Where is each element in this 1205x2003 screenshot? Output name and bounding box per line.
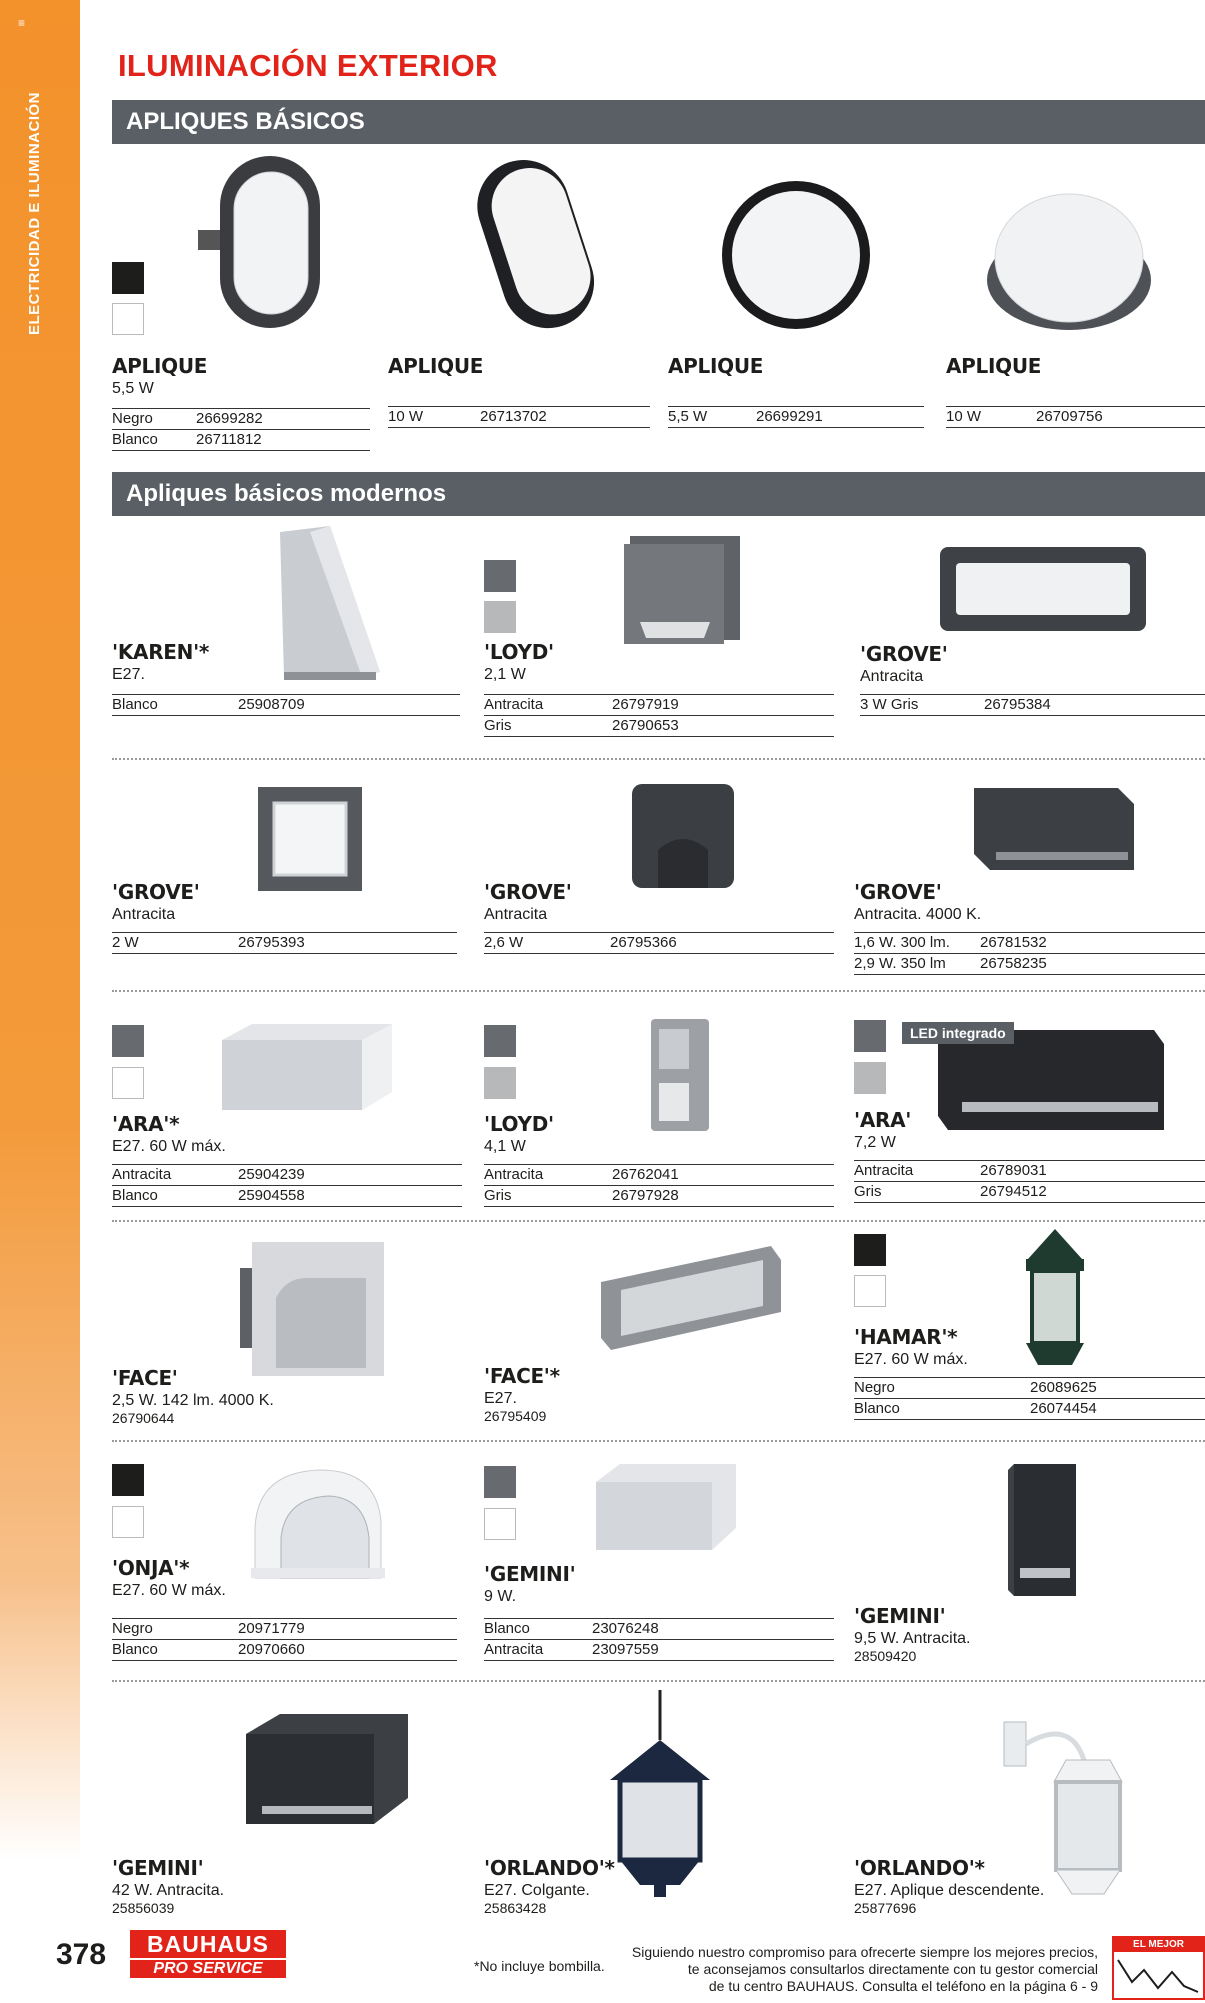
product-name: 'GROVE' [484, 880, 572, 904]
ref-row: Blanco 26711812 [112, 430, 370, 451]
product-name: 'ONJA'* [112, 1556, 190, 1580]
product-gemini-3 [112, 1856, 452, 1916]
product-desc: E27. [112, 666, 145, 683]
product-name: 'KAREN'* [112, 640, 210, 664]
product-desc: Antracita. 4000 K. [854, 906, 982, 923]
price-chart-icon [1114, 1952, 1203, 1998]
product-code: 25856039 [112, 1900, 175, 1916]
ref-row: Antracita 25904239 [112, 1165, 462, 1186]
ref-row: Blanco 25904558 [112, 1186, 462, 1207]
advice-line: de tu centro BAUHAUS. Consulta el teléfono en la página 6 - 9 [708, 1978, 1098, 1994]
swatch-white [112, 1506, 144, 1538]
product-grove-1 [860, 642, 1205, 716]
product-desc: E27. 60 W máx. [112, 1582, 226, 1599]
product-image-grove-step [628, 780, 738, 892]
product-face-2 [484, 1364, 824, 1424]
sidebar [0, 0, 80, 1860]
swatch-white [112, 1067, 144, 1099]
product-image-gemini-white [590, 1460, 740, 1555]
product-name: 'ORLANDO'* [484, 1856, 615, 1880]
product-image-grove-square [256, 785, 364, 893]
product-desc: 9,5 W. Antracita. [854, 1630, 971, 1647]
ref-row: Gris 26797928 [484, 1186, 834, 1207]
swatch-anthracite [484, 1025, 516, 1057]
ref-row: Blanco 26074454 [854, 1399, 1205, 1420]
product-name: 'FACE'* [484, 1364, 560, 1388]
product-code: 25863428 [484, 1900, 547, 1916]
swatch-grey [484, 1067, 516, 1099]
product-desc: Antracita [860, 668, 924, 685]
product-orlando-1 [484, 1856, 824, 1916]
product-name: 'HAMAR'* [854, 1325, 958, 1349]
swatch-black [112, 1464, 144, 1496]
ref-row: Antracita 23097559 [484, 1640, 834, 1661]
ref-row: Gris 26794512 [854, 1182, 1205, 1203]
product-image-face-brick [595, 1242, 785, 1357]
product-desc: 7,2 W [854, 1134, 896, 1151]
product-name: 'GROVE' [854, 880, 942, 904]
swatch-grey [484, 601, 516, 633]
product-code: 26790644 [112, 1410, 175, 1426]
product-orlando-2 [854, 1856, 1194, 1916]
ref-row: 10 W 26713702 [388, 407, 650, 428]
product-grove-3 [484, 880, 834, 954]
product-desc: Antracita [112, 906, 176, 923]
product-desc: 42 W. Antracita. [112, 1882, 225, 1899]
swatch-anthracite [484, 1466, 516, 1498]
product-image-aplique-round-black [720, 175, 870, 335]
no-bulb-note: *No incluye bombilla. [474, 1958, 605, 1974]
led-badge: LED integrado [902, 1022, 1014, 1044]
product-desc: 9 W. [484, 1588, 517, 1605]
product-name: 'GEMINI' [484, 1562, 576, 1586]
product-desc: 5,5 W [112, 380, 154, 397]
product-desc: 2,5 W. 142 lm. 4000 K. [112, 1392, 274, 1409]
product-karen [112, 640, 460, 716]
product-name: APLIQUE [668, 354, 764, 378]
product-desc: 2,1 W [484, 666, 526, 683]
ref-row: 10 W 26709756 [946, 407, 1205, 428]
product-code: 28509420 [854, 1648, 917, 1664]
swatch-black [112, 262, 144, 294]
page-title: ILUMINACIÓN EXTERIOR [118, 48, 498, 83]
product-name: 'ARA' [854, 1108, 912, 1132]
ref-row: Negro 20971779 [112, 1619, 457, 1640]
product-image-grove-rect [938, 545, 1148, 635]
ref-row: 2,9 W. 350 lm 26758235 [854, 954, 1205, 975]
section-basic: APLIQUES BÁSICOS [112, 100, 1205, 144]
product-grove-4 [854, 880, 1205, 975]
product-ara-1 [112, 1112, 462, 1207]
product-name: 'GEMINI' [854, 1604, 946, 1628]
ref-row: Antracita 26762041 [484, 1165, 834, 1186]
separator [112, 990, 1205, 992]
product-ara-2 [854, 1108, 1205, 1203]
ref-row: Antracita 26789031 [854, 1161, 1205, 1182]
product-name: APLIQUE [112, 354, 208, 378]
product-aplique-1 [112, 354, 370, 451]
product-gemini-2 [854, 1604, 1194, 1664]
product-name: 'GROVE' [860, 642, 948, 666]
swatch-anthracite [112, 1025, 144, 1057]
product-name: 'GROVE' [112, 880, 200, 904]
product-image-aplique-oval [190, 150, 330, 335]
product-desc: E27. 60 W máx. [854, 1351, 968, 1368]
ref-row: 1,6 W. 300 lm. 26781532 [854, 933, 1205, 954]
swatch-white [112, 303, 144, 335]
product-image-face-square [236, 1238, 388, 1380]
swatch-white [854, 1275, 886, 1307]
ref-row: Antracita 26797919 [484, 695, 834, 716]
swatch-white [484, 1508, 516, 1540]
product-image-gemini-large [240, 1710, 412, 1830]
product-image-aplique-tilted [466, 150, 606, 345]
product-desc: E27. Aplique descendente. [854, 1882, 1045, 1899]
product-name: 'ARA'* [112, 1112, 180, 1136]
product-grove-2 [112, 880, 457, 954]
ref-row: Negro 26089625 [854, 1378, 1205, 1399]
advice-line: Siguiendo nuestro compromiso para ofrecerte siempre los mejores precios, [631, 1944, 1098, 1960]
best-price-badge [1112, 1936, 1205, 2000]
ref-row: 2 W 26795393 [112, 933, 457, 954]
separator [112, 1220, 1205, 1222]
product-desc: 4,1 W [484, 1138, 526, 1155]
product-hamar [854, 1325, 1205, 1420]
ref-row: Negro 26699282 [112, 409, 370, 430]
product-image-loyd [620, 530, 750, 650]
product-name: 'GEMINI' [112, 1856, 204, 1880]
product-aplique-2 [388, 354, 650, 428]
sidebar-label: ELECTRICIDAD E ILUMINACIÓN [26, 92, 43, 335]
product-image-gemini-tall [1004, 1458, 1082, 1600]
product-name: 'LOYD' [484, 640, 554, 664]
ref-row: 2,6 W 26795366 [484, 933, 834, 954]
logo-bottom: PRO SERVICE [130, 1960, 286, 1978]
separator [112, 1440, 1205, 1442]
product-aplique-3 [668, 354, 924, 428]
product-desc: E27. 60 W máx. [112, 1138, 226, 1155]
product-name: APLIQUE [946, 354, 1042, 378]
swatch-grey [854, 1062, 886, 1094]
best-price-label: EL MEJOR PRECIO [1114, 1938, 1203, 1952]
product-loyd-2 [484, 1112, 834, 1207]
product-name: 'LOYD' [484, 1112, 554, 1136]
product-desc: Antracita [484, 906, 548, 923]
swatch-anthracite [854, 1020, 886, 1052]
product-name: 'ORLANDO'* [854, 1856, 985, 1880]
ref-row: 5,5 W 26699291 [668, 407, 924, 428]
product-name: APLIQUE [388, 354, 484, 378]
page-number: 378 [56, 1938, 107, 1971]
product-desc: E27. Colgante. [484, 1882, 590, 1899]
separator [112, 1680, 1205, 1682]
price-advice [600, 1944, 1098, 1995]
product-aplique-4 [946, 354, 1205, 428]
product-image-ara-box [216, 1020, 396, 1115]
swatch-black [854, 1234, 886, 1266]
product-image-aplique-round-grey [984, 180, 1154, 340]
product-desc: E27. [484, 1390, 517, 1407]
ref-row: Blanco 23076248 [484, 1619, 834, 1640]
product-gemini-1 [484, 1562, 834, 1661]
product-loyd-1 [484, 640, 834, 737]
product-image-grove-brick [968, 784, 1138, 874]
ref-row: Blanco 25908709 [112, 695, 460, 716]
menu-icon[interactable]: ≡ [18, 16, 26, 30]
product-code: 25877696 [854, 1900, 917, 1916]
advice-line: te aconsejamos consultarlos directamente con tu gestor comercial [687, 1961, 1098, 1977]
product-name: 'FACE' [112, 1366, 178, 1390]
swatch-anthracite [484, 560, 516, 592]
section-modern: Apliques básicos modernos [112, 472, 1205, 516]
product-code: 26795409 [484, 1408, 547, 1424]
separator [112, 758, 1205, 760]
logo-top: BAUHAUS [130, 1930, 286, 1958]
ref-row: 3 W Gris 26795384 [860, 695, 1205, 716]
bauhaus-logo [130, 1930, 286, 1978]
product-onja [112, 1556, 457, 1661]
product-face-1 [112, 1366, 452, 1426]
ref-row: Blanco 20970660 [112, 1640, 457, 1661]
ref-row: Gris 26790653 [484, 716, 834, 737]
